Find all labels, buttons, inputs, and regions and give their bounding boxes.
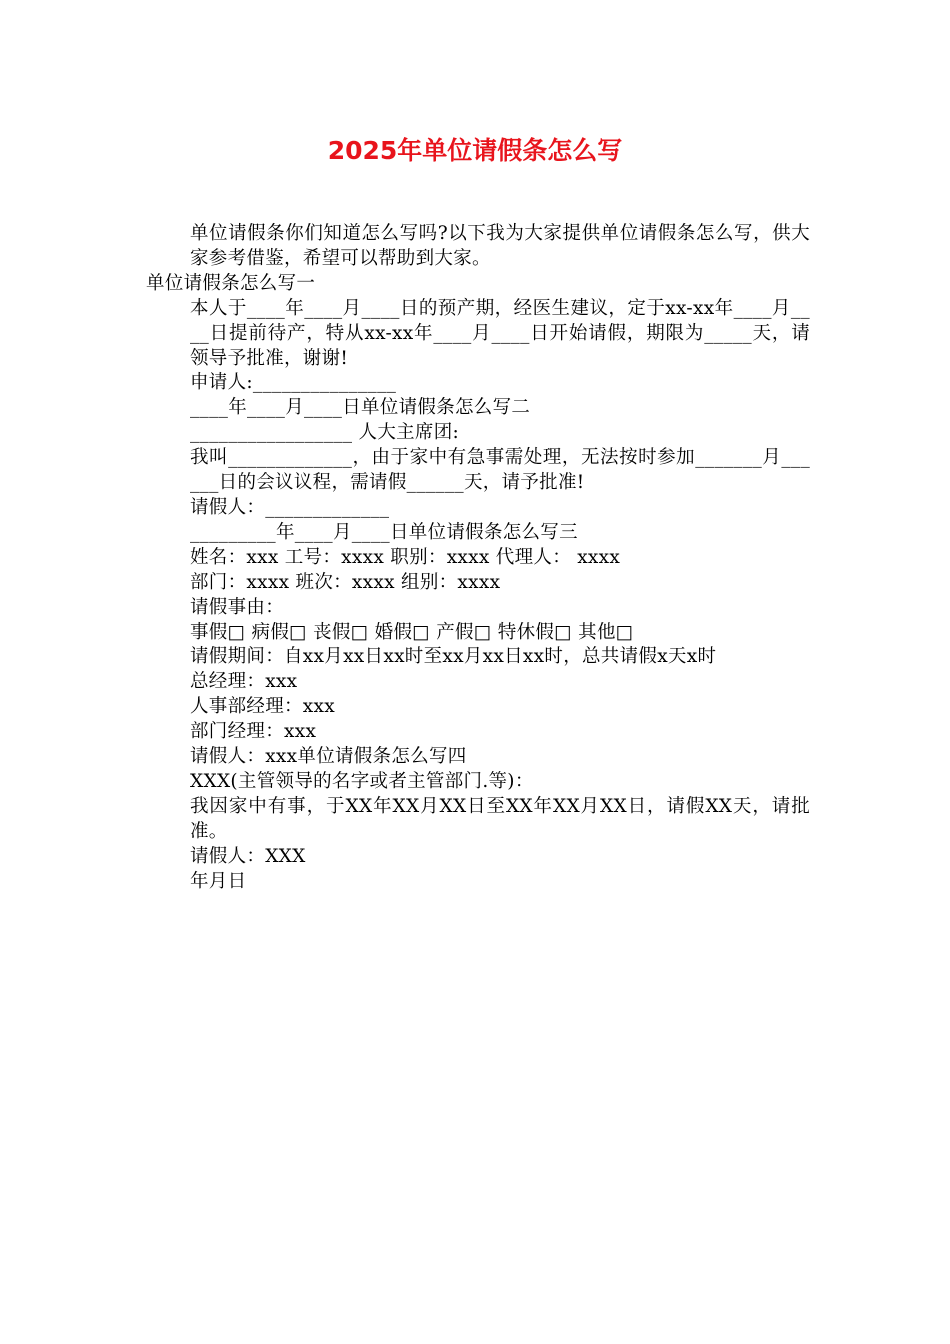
department-info-line: 部门：xxxx 班次：xxxx 组别：xxxx <box>190 571 501 593</box>
template-4-paragraph: 我因家中有事，于XX年XX月XX日至XX年XX月XX日，请假XX天，请批准。 <box>190 795 810 842</box>
date-heading-2: ____年____月____日单位请假条怎么写二 <box>190 397 531 419</box>
employee-info-line: 姓名：xxx 工号：xxxx 职别：xxxx 代理人： xxxx <box>190 546 621 568</box>
intro-paragraph: 单位请假条你们知道怎么写吗?以下我为大家提供单位请假条怎么写，供大家参考借鉴，希望可以帮助到大家。 <box>190 223 810 269</box>
general-manager-line: 总经理：xxx <box>190 671 298 693</box>
supervisor-line: XXX(主管领导的名字或者主管部门.等)： <box>190 770 534 792</box>
document-title: 2025年单位请假条怎么写 <box>327 136 623 165</box>
leave-period-paragraph: 请假期间：自xx月xx日xx时至xx月xx日xx时，总共请假x天x时 <box>190 646 717 668</box>
addressee-line: _________________ 人大主席团: <box>190 422 460 444</box>
requester-heading-4: 请假人：xxx单位请假条怎么写四 <box>190 746 467 768</box>
template-2-paragraph: 我叫_____________，由于家中有急事需处理，无法按时参加_______月______日的会议议程，需请假______天，请予批准! <box>190 447 810 494</box>
leave-type-options: 事假□ 病假□ 丧假□ 婚假□ 产假□ 特休假□ 其他□ <box>190 621 634 643</box>
date-line: 年月日 <box>190 870 247 892</box>
leave-reason-label: 请假事由： <box>190 596 285 618</box>
applicant-line: 申请人:_______________ <box>190 372 397 394</box>
template-1-paragraph: 本人于____年____月____日的预产期，经医生建议，定于xx-xx年____月____日提前待产，特从xx-xx年____月____日开始请假，期限为_____天，请领导予批准，谢谢! <box>190 297 810 369</box>
hr-manager-line: 人事部经理：xxx <box>190 696 336 718</box>
document-body <box>146 222 810 894</box>
final-requester-line: 请假人：XXX <box>190 845 306 867</box>
requester-line: 请假人：_____________ <box>190 496 390 518</box>
department-manager-line: 部门经理：xxx <box>190 721 317 743</box>
section-heading-1: 单位请假条怎么写一 <box>146 272 316 294</box>
date-heading-3: _________年____月____日单位请假条怎么写三 <box>190 521 578 543</box>
